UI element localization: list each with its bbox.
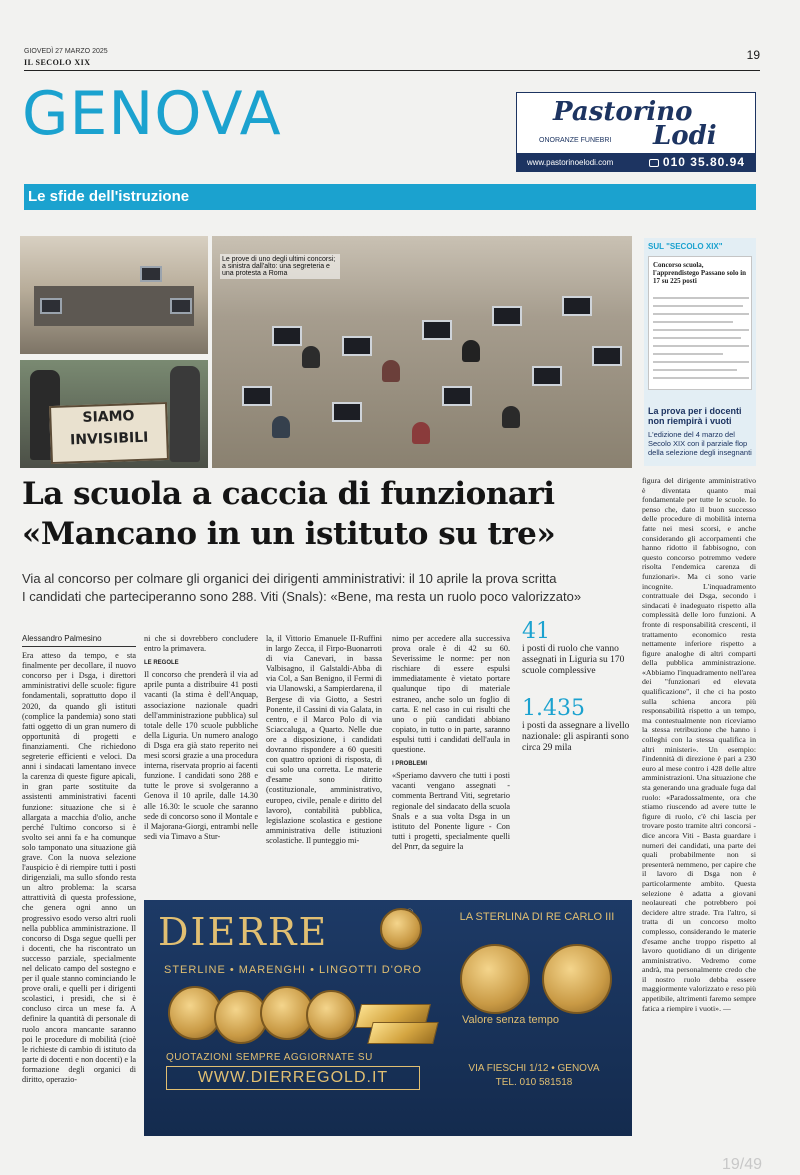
protest-sign-line1: SIAMO bbox=[82, 408, 135, 426]
column-2-text-a: ni che si dovrebbero concludere entro la primavera. bbox=[144, 634, 258, 654]
protest-photo bbox=[20, 360, 208, 468]
article-headline bbox=[22, 474, 642, 554]
stat-text: i posti da assegnare a livello nazionale: gli aspiranti sono circa 29 mila bbox=[522, 721, 630, 753]
stats-box bbox=[522, 620, 636, 774]
ad-contact-bar bbox=[517, 153, 755, 171]
clip-text-line bbox=[653, 369, 737, 371]
clip-text-line bbox=[653, 353, 723, 355]
column-2-text-b: Il concorso che prenderà il via ad aprile punta a distribuire 41 posti vacanti (la stima è dell'Anquap, associazione nazionale quadri dell'amministrazione pubblica) sul totale delle 170 scuole pubbliche della Liguria. Un numero analogo di Dsga era già stato reperito nei mesi scorsi grazie a una procedura interna, riservata proprio ai facenti funzione. I candidati sono 288 e tutte le prove si svolgeranno a Genova il 10 aprile, dalle 14.30 alle 16.30: le scuole che saranno sede di concorso sono il Montale e il Majorana-Giorgi, entrambi nelle sedi via Timavo a Stur- bbox=[144, 670, 258, 841]
photo-monitor bbox=[170, 298, 192, 314]
headline-line2: «Mancano in un istituto su tre» bbox=[22, 516, 556, 552]
article-column-3 bbox=[266, 634, 382, 846]
related-label: SUL "SECOLO XIX" bbox=[648, 242, 723, 251]
column-4-text-a: nimo per accedere alla successiva prova orale è di 42 su 60. Severissime le norme: per non rischiare di essere espulsi immediatamente è vietato portare qualunque tipo di materiale estraneo, anche solo un foglio di carta. E nel caso in cui risulti che uno o più candidati abbiano copiato, in tutto o in parte, saranno espulsi tutti i candidati dell'aula in questione. bbox=[392, 634, 510, 755]
section-title: Le sfide dell'istruzione bbox=[28, 188, 190, 205]
clip-text-line bbox=[653, 377, 749, 379]
ad-tagline: Valore senza tempo bbox=[462, 1014, 560, 1026]
related-article-box[interactable] bbox=[644, 238, 756, 466]
photo-monitor bbox=[242, 386, 272, 406]
stat-number: 41 bbox=[522, 619, 550, 644]
article-column-right: figura del dirigente amministrativo è diventata quanto mai fondamentale per tutte le scuole. Io penso che, dato il buon successo delle procedure di mobilità interna fatte nei mesi scorsi, e anche considerando gli accorpamenti che hanno ridotto il fabbisogno, con questo concorso potremmo vedere risolta l'endemica carenza di funzionari». Ma ci sono varie incognite. L'inquadramento contrattuale dei Dsga, secondo i sindacati è inadeguato rispetto alla complessità delle loro funzioni. A fronte di responsabilità crescenti, il trattamento economico resta nettamente inferiore rispetto a figure analoghe di altri comparti della pubblica amministrazione. «Abbiamo l'inquadramento nell'area dei "funzionari ed elevata qualificazione", il che ci ha posto sulla schiena ancora più responsabilità rispetto a un tempo, ma contestualmente non riceviamo la stessa retribuzione che hanno i colleghi con la stessa qualifica in altri ministeri». Un esempio: l'indennità di direzione è pari a 230 euro al mese contro i 428 delle altre amministrazioni. Una situazione che sta generando una graduale fuga dal ruolo: «Paradossalmente, ora che stiamo riuscendo ad avere tutte le figure di ruolo, c'è chi lascia per trovare posto tramite altri concorsi - dice ancora Viti - Basta guardare i numeri dei candidati, una parte dei quali probabilmente non si presenterà nemmeno, per capire che il lavoro di Dsga non è particolarmente ambito. Questa selezione è adatta a giovani neolaureati che potrebbero poi decidere altre strade. Tra l'altro, si tratta di un concorso molto complesso, considerando le materie d'esame anche troppo rispetto al lavoro quotidiano di un dirigente amministrativo. Vedremo come andrà, ma personalmente credo che il nostro ruolo debba essere maggiormente valorizzato e reso più appetibile, altrimenti faremo sempre fatica a riempire i vuoti». — bbox=[642, 476, 756, 1013]
issue-date: GIOVEDÌ 27 MARZO 2025 bbox=[24, 48, 108, 55]
photo-person bbox=[502, 406, 520, 428]
photo-grid bbox=[20, 236, 632, 468]
ad-brand-line2: Lodi bbox=[653, 121, 717, 151]
paper-name: IL SECOLO XIX bbox=[24, 58, 91, 67]
stat-number: 1.435 bbox=[522, 696, 585, 721]
city-section-title: GENOVA bbox=[22, 79, 282, 149]
page-number: 19 bbox=[746, 48, 760, 62]
photo-monitor bbox=[332, 402, 362, 422]
photo-monitor bbox=[422, 320, 452, 340]
clip-text-line bbox=[653, 297, 749, 299]
section-band bbox=[24, 184, 756, 210]
clip-headline: Concorso scuola, l'apprendistego Passano solo in 17 su 225 posti bbox=[653, 261, 747, 285]
byline: Alessandro Palmesino bbox=[22, 634, 136, 647]
masthead-rule bbox=[24, 70, 760, 71]
clip-text-line bbox=[653, 361, 749, 363]
newspaper-clip bbox=[648, 256, 752, 390]
ad-website[interactable]: www.pastorinoelodi.com bbox=[527, 157, 614, 167]
photo-caption: Le prove di uno degli ultimi concorsi; a sinistra dall'alto: una segreteria e una protesta a Roma bbox=[220, 254, 340, 279]
photo-monitor bbox=[532, 366, 562, 386]
coin-icon bbox=[542, 944, 612, 1014]
photo-monitor bbox=[272, 326, 302, 346]
photo-person bbox=[302, 346, 320, 368]
article-column-1 bbox=[22, 634, 136, 1085]
photo-person bbox=[412, 422, 430, 444]
gold-ad[interactable] bbox=[144, 900, 632, 1136]
stat-text: i posti di ruolo che vanno assegnati in Liguria su 170 scuole complessive bbox=[522, 644, 625, 676]
coin-icon bbox=[306, 990, 356, 1040]
office-photo bbox=[20, 236, 208, 354]
article-deck bbox=[22, 570, 622, 606]
clip-text-line bbox=[653, 345, 749, 347]
ad-brand-line1: Pastorino bbox=[553, 97, 693, 127]
photo-person bbox=[170, 366, 200, 462]
clip-text-line bbox=[653, 313, 749, 315]
photo-person bbox=[382, 360, 400, 382]
photo-monitor bbox=[442, 386, 472, 406]
article-column-4 bbox=[392, 634, 510, 852]
coin-icon bbox=[460, 944, 530, 1014]
deck-line2: I candidati che parteciperanno sono 288. Viti (Snals): «Bene, ma resta un ruolo poco valorizzato» bbox=[22, 589, 582, 604]
article-column-2 bbox=[144, 634, 258, 842]
ad-logo: DIERRE bbox=[158, 910, 329, 954]
headline-line1: La scuola a caccia di funzionari bbox=[22, 476, 555, 512]
phone-icon bbox=[649, 159, 659, 167]
clip-text-line bbox=[653, 329, 749, 331]
ad-url[interactable]: WWW.DIERREGOLD.IT bbox=[166, 1066, 420, 1090]
ad-sterling-title: LA STERLINA DI RE CARLO III bbox=[459, 911, 615, 923]
ad-quotes-label: QUOTAZIONI SEMPRE AGGIORNATE SU bbox=[166, 1052, 373, 1063]
gold-bar-icon bbox=[367, 1022, 438, 1044]
photo-monitor bbox=[40, 298, 62, 314]
column-4-text-b: «Speriamo davvero che tutti i posti vacanti vengano assegnati - commenta Bertrand Viti, segretario regionale del sindacato della scuola Snals e a sua volta Dsga in un istituto del Ponente ligure - Con tutti i progetti, specialmente quelli del Pnrr, da seguire la bbox=[392, 771, 510, 851]
photo-person bbox=[462, 340, 480, 362]
ad-address: VIA FIESCHI 1/12 • GENOVA bbox=[468, 1063, 600, 1074]
clip-text-line bbox=[653, 305, 743, 307]
kicker-rules: LE REGOLE bbox=[144, 660, 179, 667]
ad-products: STERLINE • MARENGHI • LINGOTTI D'ORO bbox=[164, 964, 422, 976]
seal-coin-icon bbox=[380, 908, 422, 950]
ad-subtitle: ONORANZE FUNEBRI bbox=[539, 137, 612, 144]
viewer-page-indicator: 19/49 bbox=[722, 1156, 763, 1173]
related-text: L'edizione del 4 marzo del Secolo XIX con il parziale flop della selezione degli insegnanti bbox=[648, 430, 752, 457]
clip-text-line bbox=[653, 337, 741, 339]
photo-monitor bbox=[342, 336, 372, 356]
photo-monitor bbox=[562, 296, 592, 316]
photo-monitor bbox=[140, 266, 162, 282]
ad-phone: 010 35.80.94 bbox=[662, 155, 745, 169]
photo-monitor bbox=[592, 346, 622, 366]
related-title: La prova per i docenti non riempirà i vuoti bbox=[648, 406, 742, 426]
funeral-ad[interactable] bbox=[516, 92, 756, 172]
kicker-problems: I PROBLEMI bbox=[392, 761, 428, 768]
protest-sign bbox=[49, 402, 169, 464]
column-3-text: la, il Vittorio Emanuele II-Ruffini in largo Zecca, il Firpo-Buonarroti di via Canevari, in bassa Valbisagno, il Galstaldi-Abba di via Col, a San Benigno, il Fermi di via Ulanowski, a Sampierdarena, il Bergese di via Giotto, a Sestri Ponente, il Cassini di via Galata, in centro, e il Marco Polo di via Sciaccaluga, a Quarto. Nelle due ore a disposizione, i candidati dovranno rispondere a 60 quesiti con quattro opzioni di risposta, di cui solo una corretta. Le materie d'esame sono diritto (costituzionale, amministrativo, europeo, civile, penale e diritto del lavoro), contabilità pubblica, legislazione scolastica e gestione amministrativa delle istituzioni scolastiche. Il punteggio mi- bbox=[266, 634, 382, 845]
ad-phone-wrap bbox=[649, 155, 745, 169]
deck-line1: Via al concorso per colmare gli organici dei dirigenti amministrativi: il 10 aprile la prova scritta bbox=[22, 571, 557, 586]
ad-address-block bbox=[444, 1062, 624, 1090]
ad-tel: TEL. 010 581518 bbox=[495, 1077, 573, 1088]
clip-text-line bbox=[653, 321, 733, 323]
photo-person bbox=[272, 416, 290, 438]
column-1-text: Era atteso da tempo, e sta finalmente per decollare, il nuovo concorso per i Dsga, i direttori amministrativi delle scuole: figure fondamentali, soprattutto dopo il 2020, da quando gli istituti (complice la pandemia) sono stati fatti oggetto di un gran numero di opportunità di progetti e finanziamenti. Che richiedono segreterie efficienti e veloci. Da anni i sindacati lamentano invece la carenza di queste figure apicali, in gran parte sostituite da assistenti amministrativi facenti funzione: situazione che si è allargata a macchia d'olio, anche perché l'ultimo concorso si è svolto sei anni fa e ha comunque solo tamponato una situazione già grave. Con la nuova selezione l'auspicio è di riempire tutti i posti dirigenziali, ma sullo sfondo resta un altro problema: la scarsa attrattività di questa professione, che genera ogni anno un progressivo esodo verso altri ruoli nella pubblica amministrazione. Il concorso di Dsga segue quelli per i docenti, che ha riscontrato un successo parziale, specialmente nel delicato campo del sostegno e per il quale stanno cominciando le prove orali, e quelli per i dirigenti scolastici, i presidi, che si è concluso circa un mese fa. A definire la quantità di personale di ruolo ancora mancante saranno poi le procedure di mobilità (cioè le richieste di cambio di istituto da parte di docenti e non docenti) e la formazione degli organici di diritto, operazio- bbox=[22, 651, 136, 1085]
photo-monitor bbox=[492, 306, 522, 326]
protest-sign-line2: INVISIBILI bbox=[69, 429, 149, 449]
